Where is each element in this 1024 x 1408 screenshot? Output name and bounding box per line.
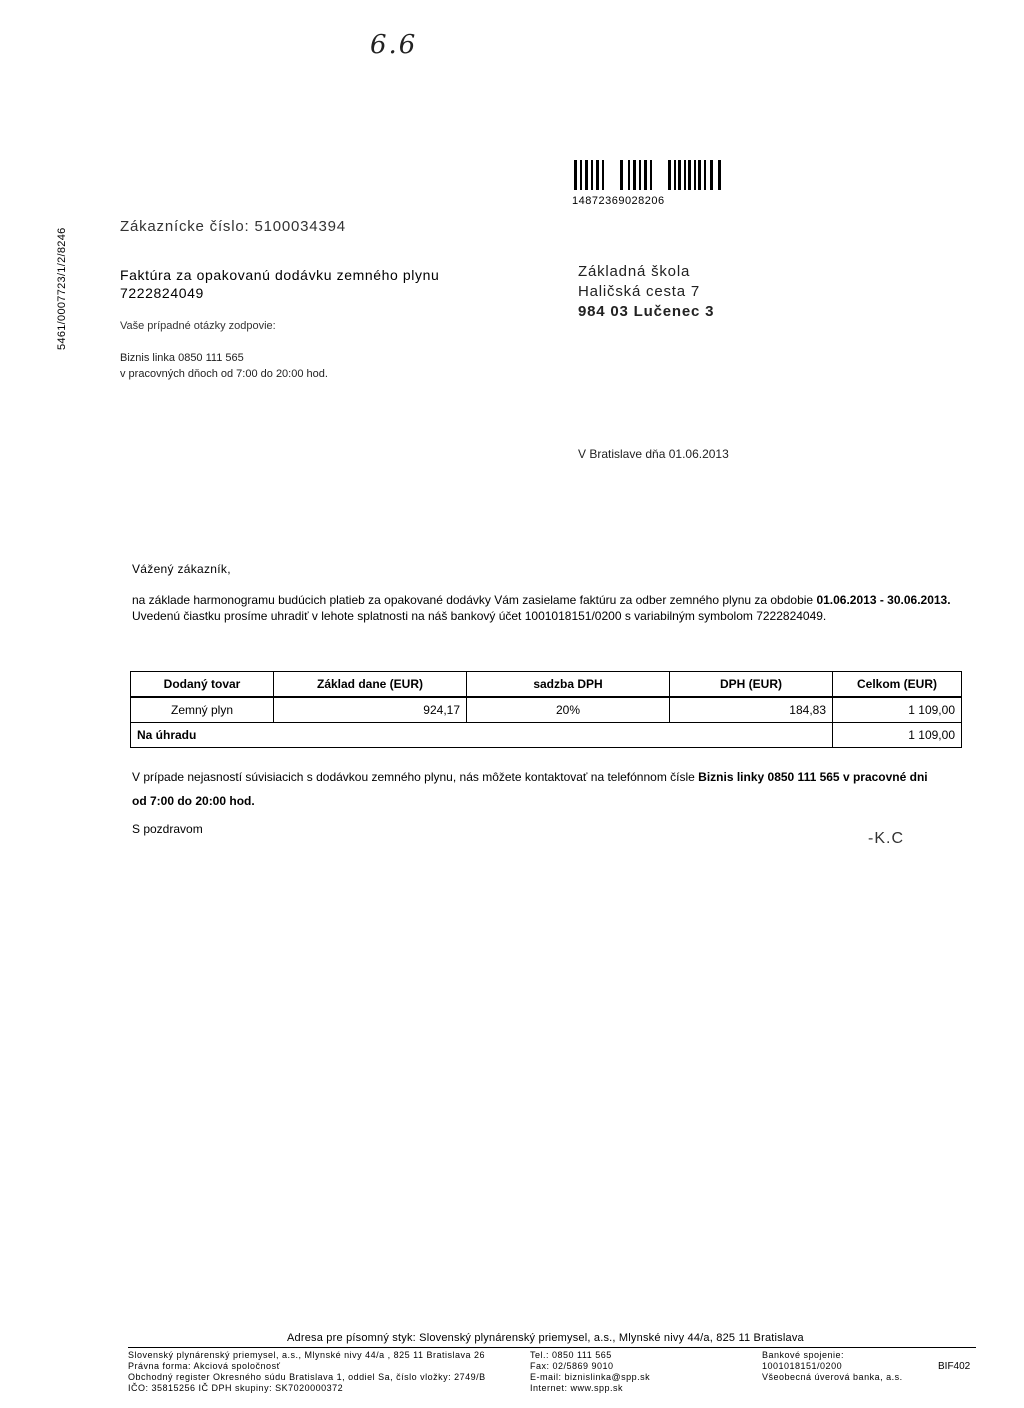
contact-phone-hours: Biznis linky 0850 111 565 v pracovné dni od 7:00 do 20:00 hod.: [132, 770, 928, 808]
footer-line: 1001018151/0200: [762, 1361, 843, 1371]
footer-line: Fax: 02/5869 9010: [530, 1361, 614, 1371]
letter-body: [132, 592, 972, 624]
salutation: Vážený zákazník,: [132, 562, 231, 576]
table-total-row: [131, 723, 962, 748]
invoice-title: Faktúra za opakovanú dodávku zemného plynu: [120, 267, 440, 283]
table-row: [131, 697, 962, 723]
footer-line: Internet: www.spp.sk: [530, 1383, 624, 1393]
contact-text: V prípade nejasností súvisiacich s dodávkou zemného plynu, nás môžete kontaktovať na telefónnom čísle: [132, 770, 699, 784]
table-header-cell: DPH (EUR): [670, 672, 833, 698]
footer-bank-info: [762, 1350, 903, 1383]
table-header-cell: Celkom (EUR): [833, 672, 962, 698]
recipient-address: [578, 262, 714, 322]
table-cell: 924,17: [274, 697, 467, 723]
table-header-row: [131, 672, 962, 698]
body-paragraph-2: Uvedenú čiastku prosíme uhradiť v lehote splatnosti na náš bankový účet 1001018151/0200 s variabilným symbolom 7222824049.: [132, 609, 827, 623]
footer-line: E-mail: biznislinka@spp.sk: [530, 1372, 651, 1382]
table-cell: 184,83: [670, 697, 833, 723]
body-paragraph-1: [132, 592, 972, 608]
footer-contact-info: [530, 1350, 650, 1394]
table-header-cell: Základ dane (EUR): [274, 672, 467, 698]
business-line-block: [120, 350, 328, 382]
body-paragraph-1-text: na základe harmonogramu budúcich platieb za opakované dodávky Vám zasielame faktúru za odber zemného plynu za obdobie: [132, 593, 817, 607]
table-header-cell: Dodaný tovar: [131, 672, 274, 698]
billing-period: 01.06.2013 - 30.06.2013.: [816, 593, 951, 607]
date-line: V Bratislave dňa 01.06.2013: [578, 447, 729, 461]
table-cell: 1 109,00: [833, 697, 962, 723]
invoice-title-block: [120, 266, 439, 302]
recipient-street: Haličská cesta 7: [578, 283, 701, 300]
footer-form-code: BIF402: [938, 1361, 971, 1372]
signature-mark: -K.C: [868, 830, 904, 847]
total-label: Na úhradu: [131, 723, 833, 748]
handwritten-mark: 6.6: [370, 30, 418, 60]
footer-line: Obchodný register Okresného súdu Bratislava 1, oddiel Sa, číslo vložky: 2749/B: [128, 1372, 486, 1382]
greeting: S pozdravom: [132, 822, 203, 836]
footer-company-info: [128, 1350, 486, 1394]
footer-line: Bankové spojenie:: [762, 1350, 845, 1360]
footer-divider: [128, 1347, 976, 1348]
table-cell: 20%: [467, 697, 670, 723]
business-line-phone: Biznis linka 0850 111 565: [120, 352, 244, 364]
footer-line: Právna forma: Akciová spoločnosť: [128, 1361, 281, 1371]
business-line-hours: v pracovných dňoch od 7:00 do 20:00 hod.: [120, 368, 328, 380]
invoice-number: 7222824049: [120, 285, 204, 301]
barcode: [574, 160, 724, 190]
footer-heading: Adresa pre písomný styk: Slovenský plynárenský priemysel, a.s., Mlynské nivy 44/a, 825 11 Bratislava: [287, 1332, 804, 1344]
contact-paragraph: [132, 765, 942, 813]
questions-label: Vaše prípadné otázky zodpovie:: [120, 320, 276, 332]
recipient-name: Základná škola: [578, 263, 691, 280]
footer-line: IČO: 35815256 IČ DPH skupiny: SK7020000372: [128, 1383, 344, 1393]
vertical-reference-code: [54, 220, 74, 360]
footer-line: Slovenský plynárenský priemysel, a.s., Mlynské nivy 44/a , 825 11 Bratislava 26: [128, 1350, 485, 1360]
total-value: 1 109,00: [833, 723, 962, 748]
footer-line: Tel.: 0850 111 565: [530, 1350, 612, 1360]
footer-line: Všeobecná úverová banka, a.s.: [762, 1372, 903, 1382]
barcode-number: 14872369028206: [572, 195, 665, 207]
recipient-city: 984 03 Lučenec 3: [578, 303, 715, 320]
invoice-table: [130, 671, 962, 748]
customer-number: Zákaznícke číslo: 5100034394: [120, 218, 346, 235]
table-header-cell: sadzba DPH: [467, 672, 670, 698]
table-cell: Zemný plyn: [131, 697, 274, 723]
vertical-code-text: 5461/0007723/1/2/8246: [56, 227, 68, 350]
